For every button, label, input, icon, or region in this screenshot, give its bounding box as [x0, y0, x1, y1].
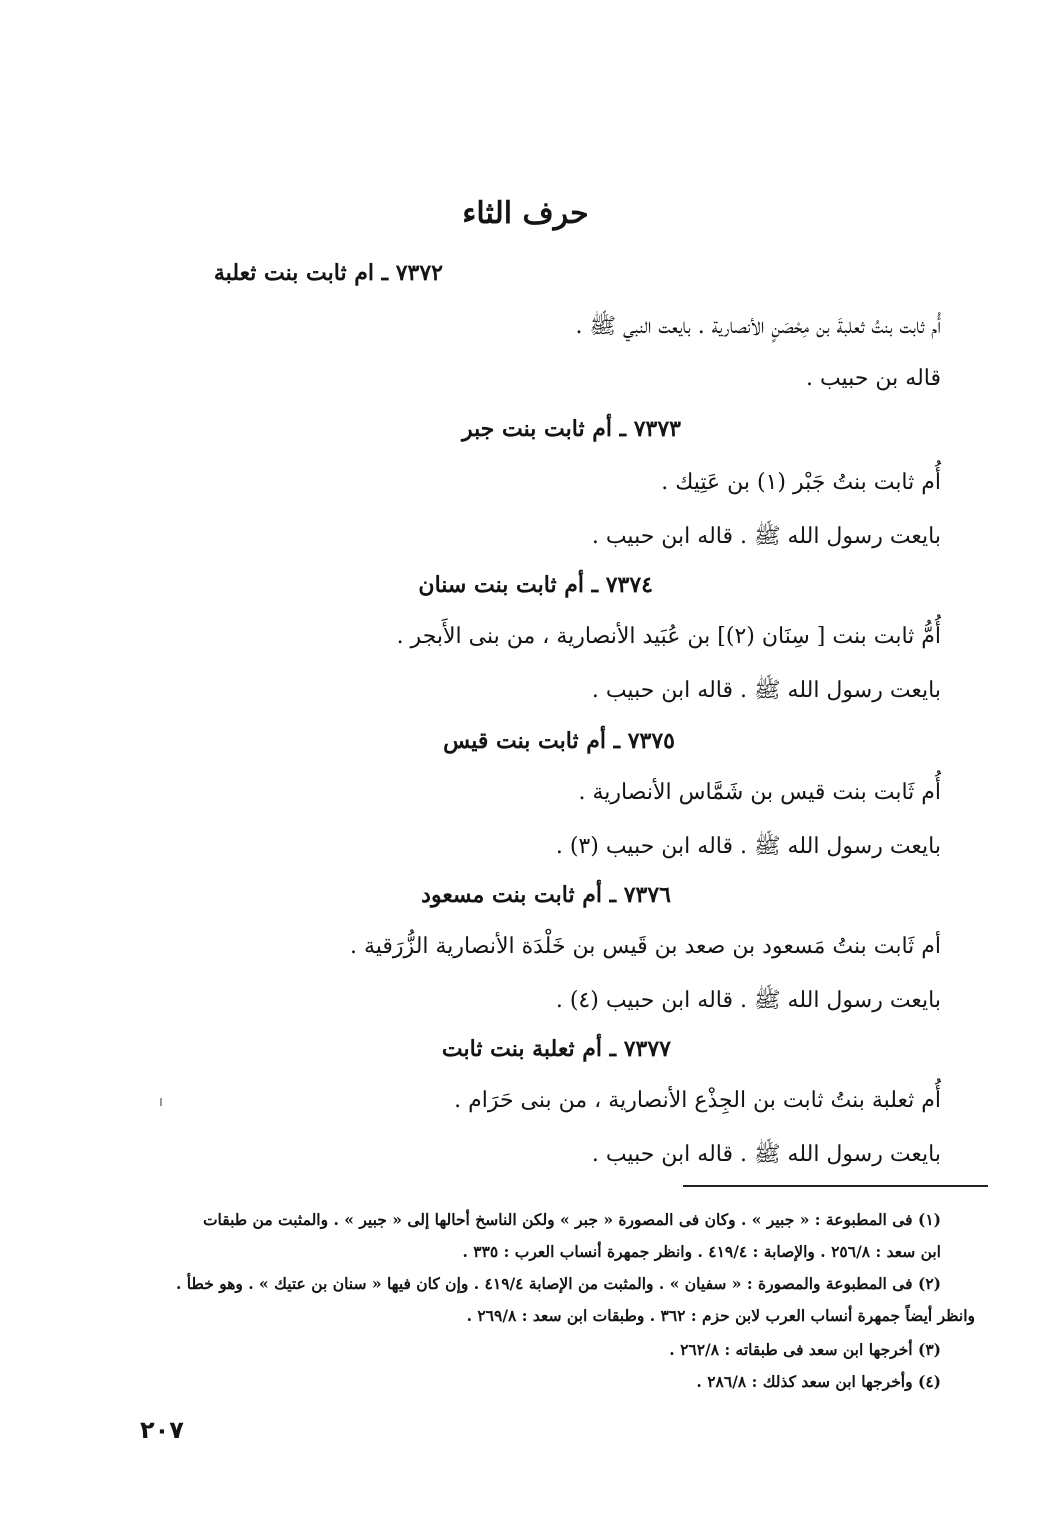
footnote-divider: [683, 1185, 988, 1187]
footnote-line: (٣) أخرجها ابن سعد فى طبقاته : ٢٦٢/٨ .: [669, 1340, 941, 1359]
entry-text: أُم ثَابت بنت قيس بن شَمَّاس الأنصارية .: [578, 780, 941, 805]
entry-title: ٧٣٧٥ ـ أم ثابت بنت قيس: [443, 728, 675, 754]
entry-title: ٧٣٧٣ ـ أم ثابت بنت جبر: [461, 416, 681, 442]
entry-title: ٧٣٧٢ ـ ام ثابت بنت ثعلبة: [213, 260, 443, 286]
entry-title: ٧٣٧٦ ـ أم ثابت بنت مسعود: [421, 882, 671, 908]
entry-text: أُم ثعلبة بنتُ ثابت بن الجِذْع الأنصارية ، من بنى حَرَام .: [454, 1088, 941, 1113]
section-title: حرف الثاء: [462, 196, 589, 231]
page-number: ٢٠٧: [140, 1416, 184, 1444]
scan-speck: [160, 1098, 162, 1106]
entry-text: بايعت رسول الله ﷺ . قاله ابن حبيب .: [591, 524, 941, 549]
entry-text: بايعت رسول الله ﷺ . قاله ابن حبيب (٣) .: [555, 834, 941, 859]
entry-text: قاله بن حبيب .: [805, 366, 941, 391]
footnote-line: وانظر أيضاً جمهرة أنساب العرب لابن حزم : ٣٦٢ . وطبقات ابن سعد : ٢٦٩/٨ .: [466, 1306, 975, 1325]
entry-text: أُمُّ ثابت بنت [ سِنَان (٢)] بن عُبَيد الأنصارية ، من بنى الأَبجر .: [396, 624, 941, 649]
footnote-line: (١) فى المطبوعة : « جبير » . وكان فى المصورة « جبر » ولكن الناسخ أحالها إلى « جبير » . والمثبت من طبقات: [202, 1210, 941, 1229]
entry-title: ٧٣٧٤ ـ أم ثابت بنت سنان: [418, 572, 653, 598]
entry-text: بايعت رسول الله ﷺ . قاله ابن حبيب (٤) .: [555, 988, 941, 1013]
footnote-line: ابن سعد : ٢٥٦/٨ . والإصابة : ٤١٩/٤ . وانظر جمهرة أنساب العرب : ٣٣٥ .: [462, 1242, 941, 1261]
entry-text: بايعت رسول الله ﷺ . قاله ابن حبيب .: [591, 1142, 941, 1167]
entry-text: بايعت رسول الله ﷺ . قاله ابن حبيب .: [591, 678, 941, 703]
footnote-line: (٢) فى المطبوعة والمصورة : « سفيان » . والمثبت من الإصابة ٤١٩/٤ . وإن كان فيها « سنان بن عتيك » . وهو خطأ .: [175, 1274, 941, 1293]
entry-text: أم ثَابت بنتُ مَسعود بن صعد بن قَيس بن خَلْدَة الأنصارية الزُّرَقية .: [350, 934, 941, 959]
entry-text: أُم ثابت بنتُ جَبْر (١) بن عَتِيك .: [661, 470, 941, 495]
entry-text: أُم ثابت بنتُ ثعلبةَ بن مِحْصَنٍ الأنصارية . بايعت النبي ﷺ .: [575, 314, 941, 339]
footnote-line: (٤) وأخرجها ابن سعد كذلك : ٢٨٦/٨ .: [696, 1372, 941, 1391]
entry-title: ٧٣٧٧ ـ أم ثعلبة بنت ثابت: [441, 1036, 671, 1062]
